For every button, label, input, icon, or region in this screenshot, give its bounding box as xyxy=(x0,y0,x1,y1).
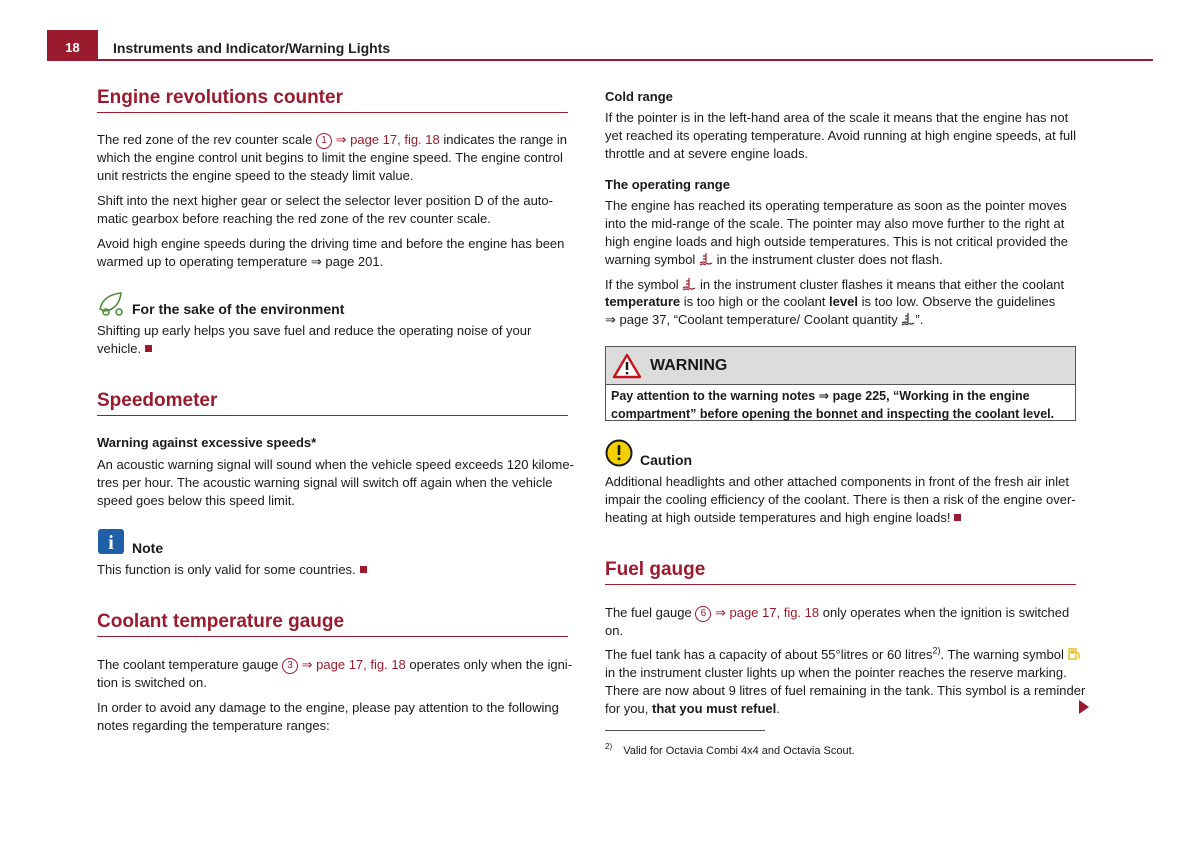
fuel-para-2-line-1 xyxy=(605,646,1081,664)
text: ⇒ page 37, “Coolant temperature/ Coolant quantity xyxy=(605,312,898,327)
text: The fuel gauge xyxy=(605,605,692,620)
rev-para-1-line-2: which the engine control unit begins to limit the engine speed. The engine control xyxy=(97,150,563,165)
end-marker xyxy=(145,345,152,352)
bold-text: level xyxy=(829,294,858,309)
text: is too high or the coolant xyxy=(683,294,826,309)
coolant-para-1-line-1 xyxy=(97,656,572,674)
leaf-car-icon xyxy=(97,289,127,317)
callout-1: 1 xyxy=(316,133,332,149)
speedo-line-2: tres per hour. The acoustic warning signal will switch off again when the vehicle xyxy=(97,475,553,490)
footnote-ref: 2) xyxy=(932,645,941,656)
page-link[interactable]: ⇒ page 17, fig. 18 xyxy=(301,657,406,672)
caution-circle-icon xyxy=(605,439,633,467)
caution-line-3 xyxy=(605,509,961,527)
warning-title: WARNING xyxy=(650,356,728,374)
next-page-arrow-icon[interactable] xyxy=(1079,700,1089,714)
text: in the instrument cluster flashes it means that either the coolant xyxy=(699,277,1065,292)
coolant-symbol-icon xyxy=(682,277,696,291)
warning-header xyxy=(606,347,1075,385)
cold-line-1: If the pointer is in the left-hand area of the scale it means that the engine has not xyxy=(605,110,1069,125)
bold-text: that you must refuel xyxy=(651,701,777,716)
callout-3: 3 xyxy=(282,658,298,674)
text: The red zone of the rev counter scale xyxy=(97,132,313,147)
fuel-para-2-line-4 xyxy=(605,700,780,718)
warning-body xyxy=(606,385,1075,425)
footnote-text: Valid for Octavia Combi 4x4 and Octavia Scout. xyxy=(623,744,855,757)
text: is too low. Observe the guidelines xyxy=(861,294,1056,309)
text: ”. xyxy=(915,312,924,327)
footnote-rule xyxy=(605,730,765,731)
speedo-line-1: An acoustic warning signal will sound when the vehicle speed exceeds 120 kilome- xyxy=(97,457,574,472)
operating-p2-line-2 xyxy=(605,293,1055,311)
coolant-symbol-icon xyxy=(699,252,713,266)
fuel-para-2-line-3: There are now about 9 litres of fuel remaining in the tank. This symbol is a reminder xyxy=(605,683,1086,698)
text: heating at high outside temperatures and high engine loads! xyxy=(605,510,951,525)
caution-line-2: impair the cooling efficiency of the coolant. There is then a risk of the engine over- xyxy=(605,492,1076,507)
text: warning symbol xyxy=(605,252,696,267)
coolant-para-1-line-2: tion is switched on. xyxy=(97,675,207,690)
warning-box xyxy=(605,346,1076,421)
heading-rev-counter: Engine revolutions counter xyxy=(97,86,568,113)
end-marker xyxy=(954,514,961,521)
note-heading: Note xyxy=(132,540,164,556)
caution-line-1: Additional headlights and other attached components in front of the fresh air inlet xyxy=(605,474,1069,489)
heading-speedometer: Speedometer xyxy=(97,389,568,416)
speedo-line-3: speed goes below this speed limit. xyxy=(97,493,296,508)
cold-line-3: throttle and at severe engine loads. xyxy=(605,146,809,161)
operating-line-2: into the mid-range of the scale. The pointer may also move further to the right at xyxy=(605,216,1065,231)
cold-heading: Cold range xyxy=(605,89,673,104)
operating-p2-line-1 xyxy=(605,276,1064,294)
callout-6: 6 xyxy=(695,606,711,622)
operating-heading: The operating range xyxy=(605,177,730,192)
svg-text:i: i xyxy=(108,532,114,554)
text: The fuel tank has a capacity of about 55°litres or 60 litres xyxy=(605,647,933,662)
fuel-para-1-line-2: on. xyxy=(605,623,624,638)
text: . xyxy=(776,701,780,716)
end-marker xyxy=(360,566,367,573)
heading-coolant: Coolant temperature gauge xyxy=(97,610,568,637)
fuel-para-1-line-1 xyxy=(605,604,1069,622)
rev-para-1-line-1 xyxy=(97,131,567,149)
coolant-para-2-line-2: notes regarding the temperature ranges: xyxy=(97,718,330,733)
info-icon xyxy=(97,528,125,555)
bold-text: temperature xyxy=(605,294,681,309)
cold-line-2: yet reached its operating temperature. Avoid running at high engine speeds, at full xyxy=(605,128,1076,143)
text: indicates the range in xyxy=(443,132,567,147)
text: operates only when the igni- xyxy=(409,657,573,672)
rev-para-2-line-2: matic gearbox before reaching the red zone of the rev counter scale. xyxy=(97,211,491,226)
fuel-para-2-line-2: in the instrument cluster lights up when the pointer reaches the reserve marking. xyxy=(605,665,1067,680)
text: vehicle. xyxy=(97,341,142,356)
warning-line-1: Pay attention to the warning notes ⇒ page 225, “Working in the engine xyxy=(611,389,1030,403)
note-text xyxy=(97,561,367,579)
heading-fuel: Fuel gauge xyxy=(605,558,1076,585)
warning-line-2: compartment” before opening the bonnet and inspecting the coolant level. xyxy=(611,407,1055,421)
page-link[interactable]: ⇒ page 17, fig. 18 xyxy=(335,132,440,147)
page-number: 18 xyxy=(47,30,98,60)
footnote-mark: 2) xyxy=(605,742,613,751)
caution-heading: Caution xyxy=(640,452,693,468)
page-link[interactable]: ⇒ page 17, fig. 18 xyxy=(714,605,820,620)
text: This function is only valid for some countries. xyxy=(97,562,356,577)
env-line-2 xyxy=(97,340,152,358)
operating-line-3: high engine loads and high outside temperatures. This is not critical provided the xyxy=(605,234,1068,249)
text: . The warning symbol xyxy=(940,647,1064,662)
warning-triangle-icon xyxy=(612,353,642,379)
rev-para-3-line-2: warmed up to operating temperature ⇒ page 201. xyxy=(97,254,384,269)
rev-para-1-line-3: unit restricts the engine speed to the steady limit value. xyxy=(97,168,414,183)
coolant-symbol-icon xyxy=(901,312,915,326)
text: for you, xyxy=(605,701,649,716)
rev-para-3-line-1: Avoid high engine speeds during the driving time and before the engine has been xyxy=(97,236,565,251)
text: The coolant temperature gauge xyxy=(97,657,279,672)
operating-line-1: The engine has reached its operating temperature as soon as the pointer moves xyxy=(605,198,1067,213)
env-line-1: Shifting up early helps you save fuel and reduce the operating noise of your xyxy=(97,323,532,338)
fuel-pump-icon xyxy=(1067,647,1081,661)
coolant-para-2-line-1: In order to avoid any damage to the engine, please pay attention to the following xyxy=(97,700,559,715)
text: in the instrument cluster does not flash. xyxy=(716,252,943,267)
rev-para-2-line-1: Shift into the next higher gear or select the selector lever position D of the auto- xyxy=(97,193,553,208)
operating-p2-line-3 xyxy=(605,311,923,329)
footnote xyxy=(605,738,855,760)
speedo-subheading: Warning against excessive speeds* xyxy=(97,435,317,450)
header-rule xyxy=(47,59,1153,61)
text: If the symbol xyxy=(605,277,679,292)
operating-line-4 xyxy=(605,251,943,269)
text: only operates when the ignition is switched xyxy=(822,605,1070,620)
chapter-title: Instruments and Indicator/Warning Lights xyxy=(113,40,391,56)
env-heading: For the sake of the environment xyxy=(132,301,345,317)
